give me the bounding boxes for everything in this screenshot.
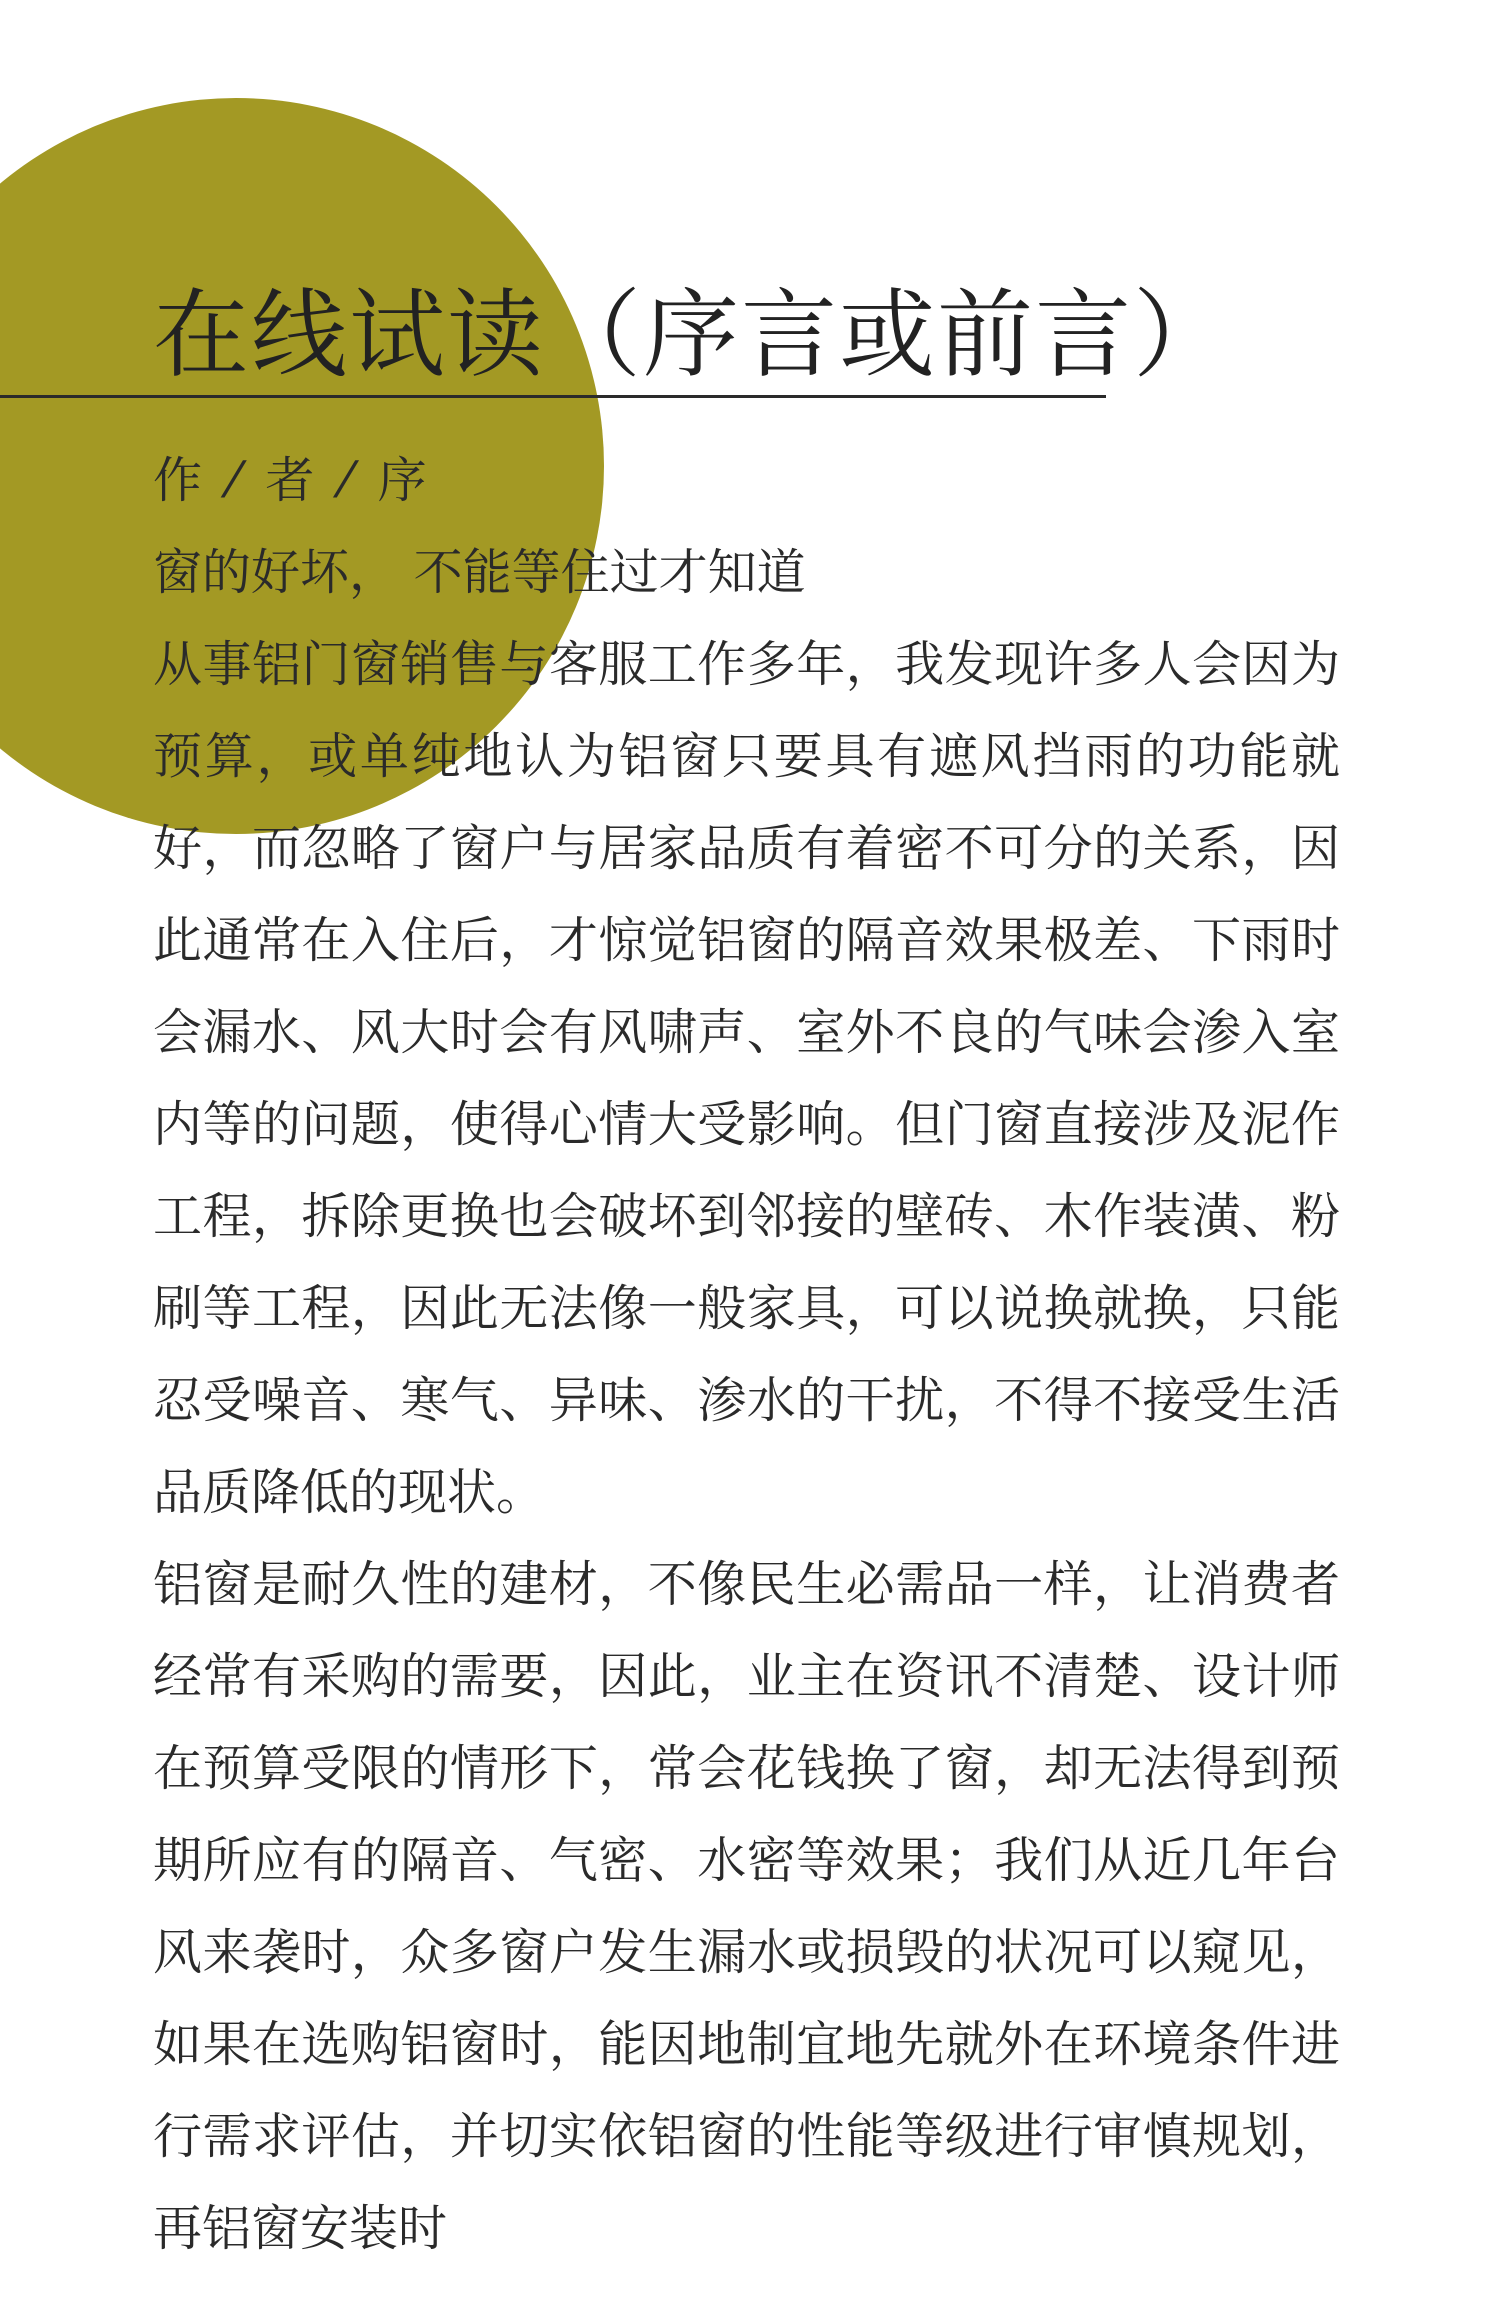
title-underline <box>0 395 1106 398</box>
article-body <box>153 435 1340 2275</box>
paragraph: 从事铝门窗销售与客服工作多年，我发现许多人会因为预算，或单纯地认为铝窗只要具有遮风挡雨的功能就好，而忽略了窗户与居家品质有着密不可分的关系，因此通常在入住后，才惊觉铝窗的隔音效果极差、下雨时会漏水、风大时会有风啸声、室外不良的气味会渗入室内等的问题，使得心情大受影响。但门窗直接涉及泥作工程，拆除更换也会破坏到邻接的壁砖、木作装潢、粉刷等工程，因此无法像一般家具，可以说换就换，只能忍受噪音、寒气、异味、渗水的干扰，不得不接受生活品质降低的现状。 <box>153 636 1340 1521</box>
section-label: 作 ⁄ 者 ⁄ 序 <box>153 452 433 509</box>
section-subtitle: 窗的好坏， 不能等住过才知道 <box>153 544 806 601</box>
paragraph: 铝窗是耐久性的建材，不像民生必需品一样，让消费者经常有采购的需要，因此，业主在资讯不清楚、设计师在预算受限的情形下，常会花钱换了窗，却无法得到预期所应有的隔音、气密、水密等效果；我们从近几年台风来袭时，众多窗户发生漏水或损毁的状况可以窥见，如果在选购铝窗时，能因地制宜地先就外在环境条件进行需求评估，并切实依铝窗的性能等级进行审慎规划，再铝窗安装时 <box>153 1556 1340 2257</box>
page-title: 在线试读（序言或前言） <box>153 279 1231 391</box>
